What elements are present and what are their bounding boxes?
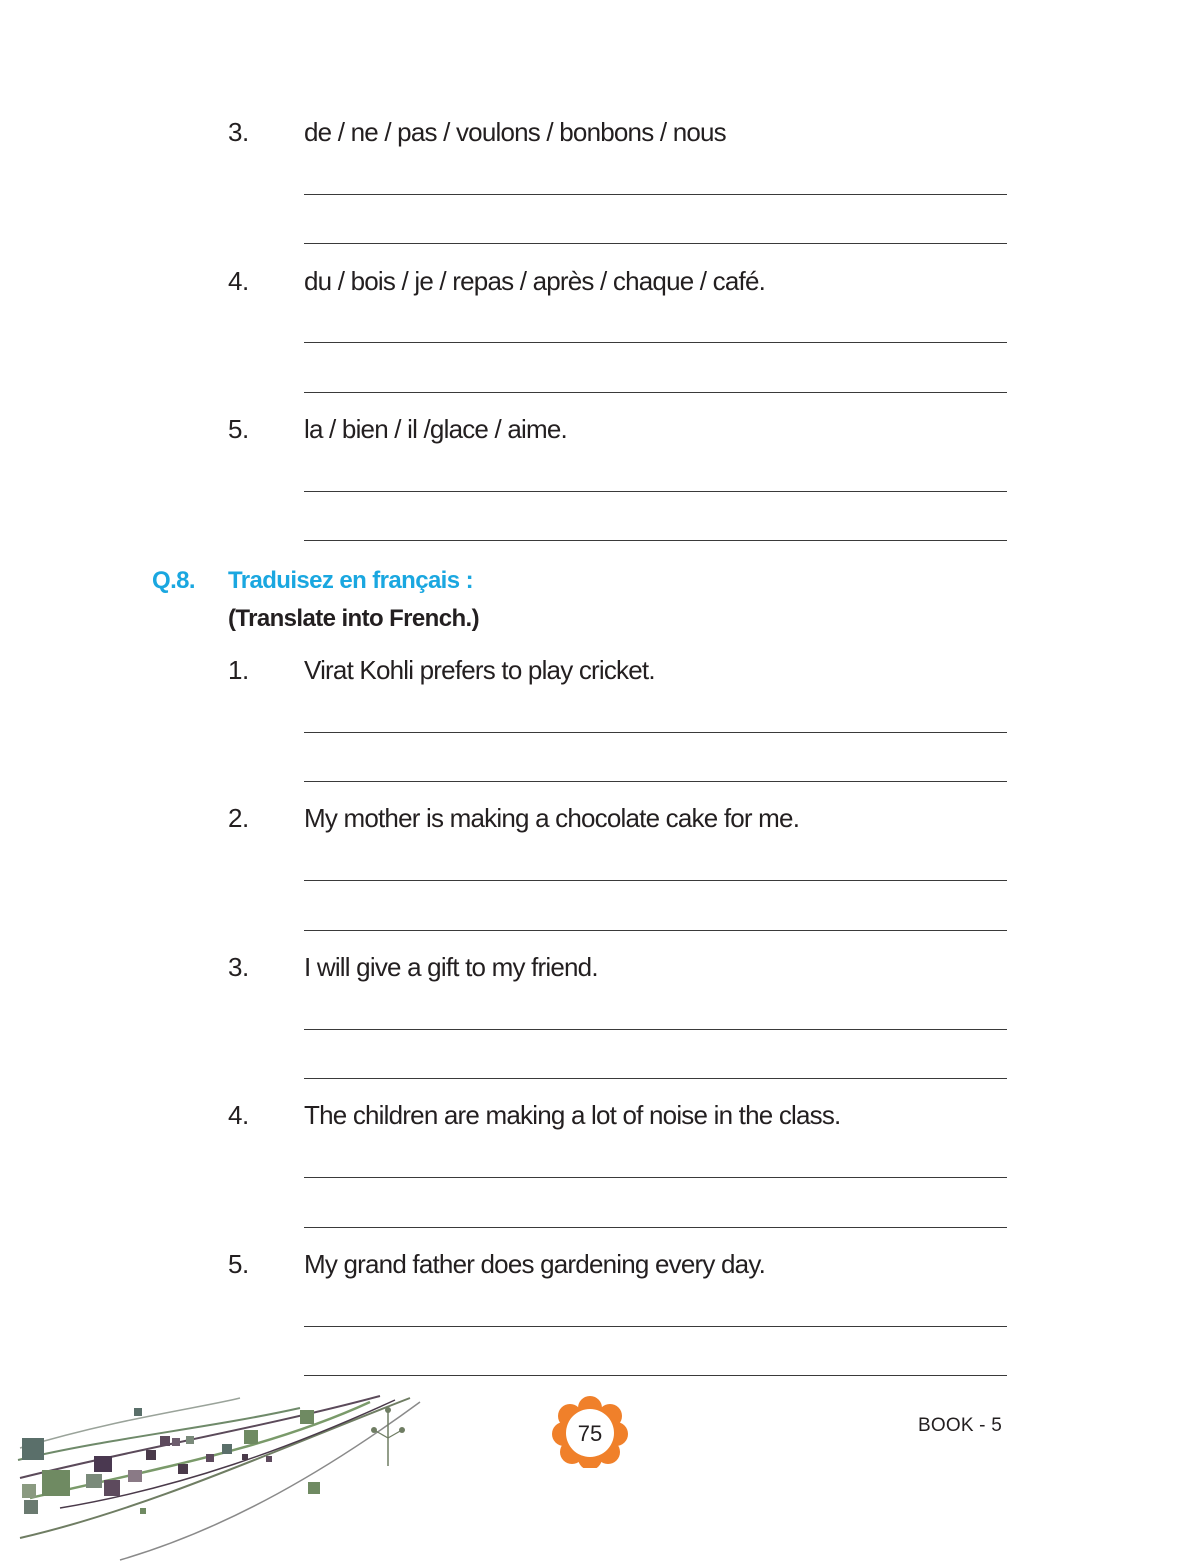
item-number: 4. <box>228 1100 249 1130</box>
flower-badge-icon <box>552 1396 628 1468</box>
answer-line[interactable] <box>304 930 1007 931</box>
answer-line[interactable] <box>304 1078 1007 1079</box>
exercise-item <box>0 654 1181 694</box>
question-number: Q.8. <box>152 567 195 594</box>
answer-line[interactable] <box>304 392 1007 393</box>
exercise-item <box>0 1248 1181 1288</box>
item-text: My mother is making a chocolate cake for me. <box>304 803 800 833</box>
exercise-item <box>0 265 1181 305</box>
item-number: 3. <box>228 952 249 982</box>
answer-line[interactable] <box>304 880 1007 881</box>
exercise-item <box>0 116 1181 156</box>
page-number: 75 <box>577 1421 603 1446</box>
answer-line[interactable] <box>304 342 1007 343</box>
item-text: Virat Kohli prefers to play cricket. <box>304 655 655 685</box>
exercise-item <box>0 413 1181 453</box>
answer-line[interactable] <box>304 781 1007 782</box>
item-text: de / ne / pas / voulons / bonbons / nous <box>304 117 726 147</box>
page-number-badge <box>552 1396 628 1468</box>
item-text: My grand father does gardening every day. <box>304 1249 766 1279</box>
item-text: du / bois / je / repas / après / chaque / café. <box>304 266 766 296</box>
answer-line[interactable] <box>304 243 1007 244</box>
item-number: 2. <box>228 803 249 833</box>
item-number: 5. <box>228 414 249 444</box>
item-number: 3. <box>228 117 249 147</box>
question-heading <box>152 565 473 597</box>
exercise-item <box>0 951 1181 991</box>
question-title: Traduisez en français : <box>228 567 473 594</box>
book-label: BOOK - 5 <box>918 1415 1002 1436</box>
answer-line[interactable] <box>304 1375 1007 1376</box>
question-subtitle: (Translate into French.) <box>228 605 479 632</box>
item-number: 4. <box>228 266 249 296</box>
item-text: I will give a gift to my friend. <box>304 952 598 982</box>
answer-line[interactable] <box>304 1029 1007 1030</box>
item-text: la / bien / il /glace / aime. <box>304 414 567 444</box>
item-text: The children are making a lot of noise in the class. <box>304 1100 841 1130</box>
answer-line[interactable] <box>304 194 1007 195</box>
exercise-item <box>0 802 1181 842</box>
footer-decoration <box>0 1388 440 1563</box>
exercise-item <box>0 1099 1181 1139</box>
answer-line[interactable] <box>304 732 1007 733</box>
answer-line[interactable] <box>304 540 1007 541</box>
item-number: 1. <box>228 655 249 685</box>
answer-line[interactable] <box>304 491 1007 492</box>
item-number: 5. <box>228 1249 249 1279</box>
answer-line[interactable] <box>304 1326 1007 1327</box>
answer-line[interactable] <box>304 1177 1007 1178</box>
answer-line[interactable] <box>304 1227 1007 1228</box>
